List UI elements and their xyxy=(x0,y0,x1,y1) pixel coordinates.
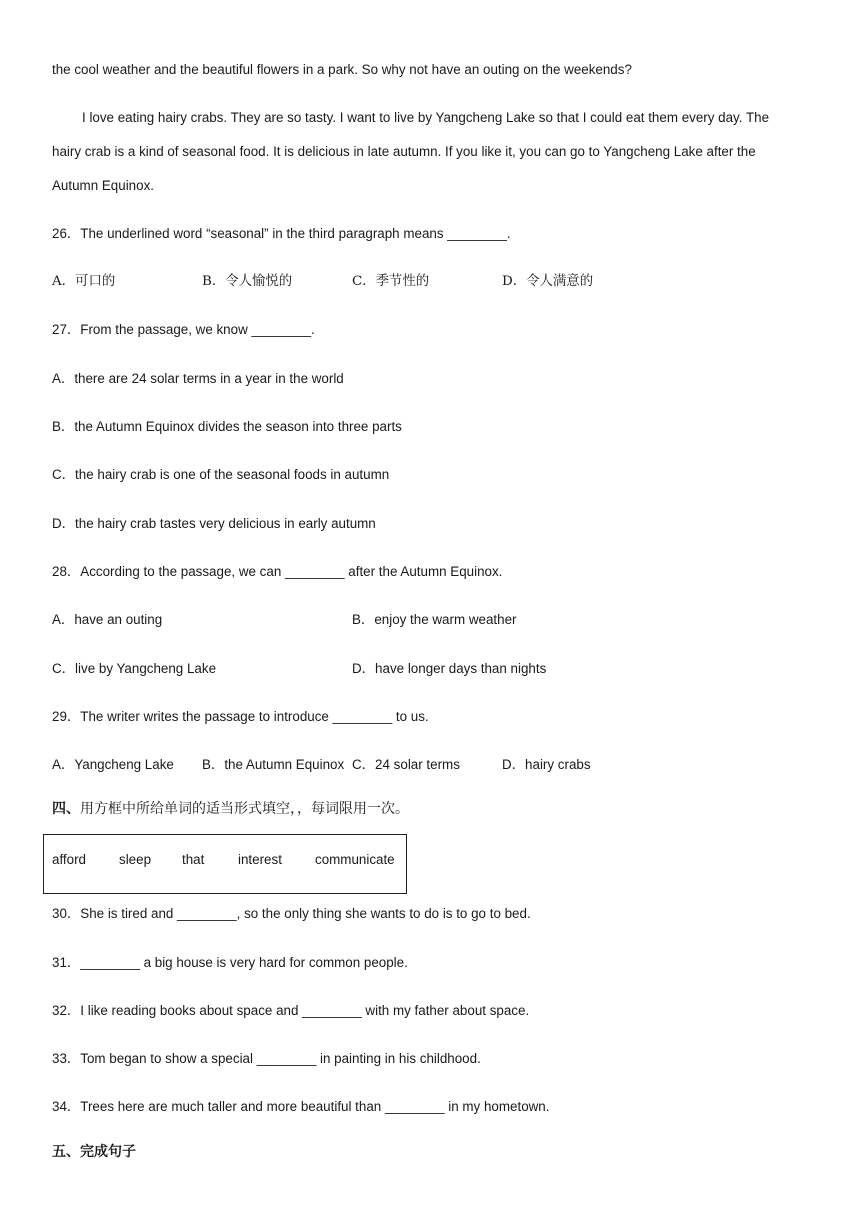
fill-item-32: 32．I like reading books about space and ________ with my father about space. xyxy=(52,1003,530,1018)
question-28-stem: 28．According to the passage, we can ________ after the Autumn Equinox. xyxy=(52,564,503,579)
passage-line: hairy crab is a kind of seasonal food. It is delicious in late autumn. If you like it, you can go to Yangcheng Lake after the xyxy=(52,144,756,159)
word-box-word: sleep xyxy=(119,852,152,867)
word-box-word: that xyxy=(182,852,205,867)
question-28-option-d[interactable]: D．have longer days than nights xyxy=(352,661,547,676)
question-26-option-b[interactable]: B．令人愉悦的 xyxy=(202,274,293,289)
question-29-option-c[interactable]: C．24 solar terms xyxy=(352,757,460,772)
passage-line: the cool weather and the beautiful flowers in a park. So why not have an outing on the weekends? xyxy=(52,62,632,77)
question-28-option-a[interactable]: A．have an outing xyxy=(52,612,163,627)
question-28-option-c[interactable]: C．live by Yangcheng Lake xyxy=(52,661,217,676)
question-29-option-b[interactable]: B．the Autumn Equinox xyxy=(202,757,345,772)
question-26-stem: 26．The underlined word “seasonal” in the third paragraph means ________. xyxy=(52,226,511,241)
question-29-option-a[interactable]: A．Yangcheng Lake xyxy=(52,757,174,772)
question-28-option-b[interactable]: B．enjoy the warm weather xyxy=(352,612,517,627)
question-29-stem: 29．The writer writes the passage to introduce ________ to us. xyxy=(52,709,429,724)
word-box-word: interest xyxy=(238,852,282,867)
question-27-stem: 27．From the passage, we know ________. xyxy=(52,322,315,337)
question-26-option-d[interactable]: D．令人满意的 xyxy=(502,274,594,289)
question-26-option-c[interactable]: C．季节性的 xyxy=(352,274,430,289)
question-27-option-b[interactable]: B．the Autumn Equinox divides the season into three parts xyxy=(52,419,402,434)
passage-line: Autumn Equinox. xyxy=(52,178,154,193)
section-4-heading xyxy=(52,800,409,818)
word-box-word: afford xyxy=(52,852,86,867)
question-27-option-a[interactable]: A．there are 24 solar terms in a year in the world xyxy=(52,371,344,386)
fill-item-31: 31．________ a big house is very hard for common people. xyxy=(52,955,408,970)
section-5-heading: 五、完成句子 xyxy=(52,1144,136,1160)
question-29-option-d[interactable]: D．hairy crabs xyxy=(502,757,591,772)
fill-item-33: 33．Tom began to show a special ________ in painting in his childhood. xyxy=(52,1051,481,1066)
fill-item-30: 30．She is tired and ________, so the only thing she wants to do is to go to bed. xyxy=(52,906,531,921)
question-27-option-d[interactable]: D．the hairy crab tastes very delicious in early autumn xyxy=(52,516,376,531)
section-4-instruction: 用方框中所给单词的适当形式填空，，每词限用一次。 xyxy=(80,801,409,817)
word-box-word: communicate xyxy=(315,852,395,867)
question-26-option-a[interactable]: A．可口的 xyxy=(52,274,116,289)
passage-line: I love eating hairy crabs. They are so tasty. I want to live by Yangcheng Lake so that I could eat them every day. The xyxy=(82,110,770,125)
question-27-option-c[interactable]: C．the hairy crab is one of the seasonal foods in autumn xyxy=(52,467,390,482)
section-4-number: 四、 xyxy=(52,801,80,817)
fill-item-34: 34．Trees here are much taller and more beautiful than ________ in my hometown. xyxy=(52,1099,550,1114)
